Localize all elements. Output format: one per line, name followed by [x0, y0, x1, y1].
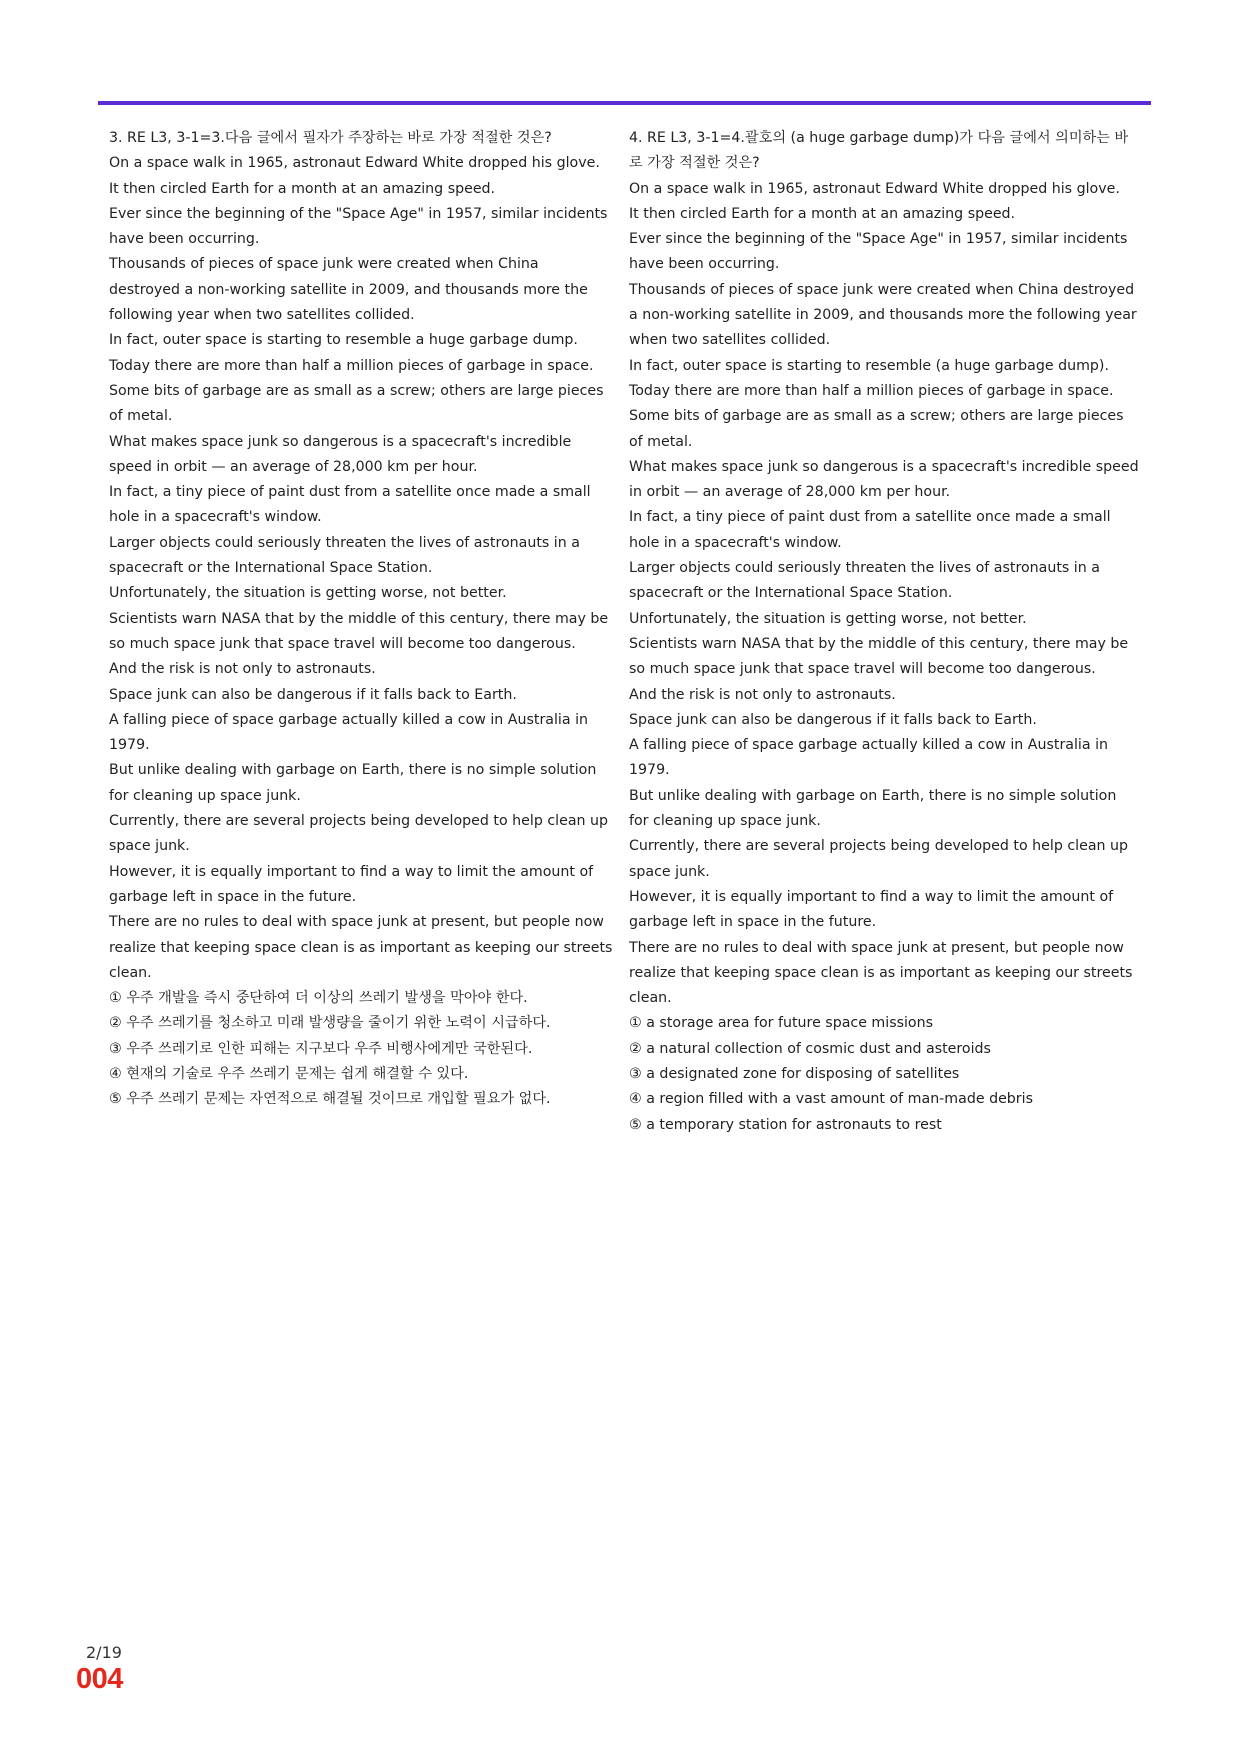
answer-option: ⑤ 우주 쓰레기 문제는 자연적으로 해결될 것이므로 개입할 필요가 없다.: [109, 1091, 551, 1108]
passage-line: Today there are more than half a million pieces of garbage in space.: [109, 357, 594, 374]
page-number: 2/19: [86, 1643, 122, 1662]
passage-line: However, it is equally important to find a way to limit the amount of garbage left in space in the future.: [109, 863, 594, 905]
passage-line: Unfortunately, the situation is getting worse, not better.: [109, 585, 507, 602]
passage-line: On a space walk in 1965, astronaut Edward White dropped his glove.: [629, 180, 1120, 197]
question-3: [109, 126, 614, 1113]
passage-line: Scientists warn NASA that by the middle of this century, there may be so much space junk that space travel will become too dangerous.: [109, 610, 609, 652]
passage-line: In fact, outer space is starting to resemble (a huge garbage dump).: [629, 357, 1109, 374]
answer-option: ③ 우주 쓰레기로 인한 피해는 지구보다 우주 비행사에게만 국한된다.: [109, 1040, 533, 1057]
answer-option: ② 우주 쓰레기를 청소하고 미래 발생량을 줄이기 위한 노력이 시급하다.: [109, 1015, 551, 1032]
passage-line: On a space walk in 1965, astronaut Edward White dropped his glove.: [109, 155, 600, 172]
question-3-passage: [109, 151, 614, 986]
passage-line: Unfortunately, the situation is getting worse, not better.: [629, 610, 1027, 627]
passage-line: A falling piece of space garbage actually killed a cow in Australia in 1979.: [109, 711, 589, 754]
page-code: 004: [76, 1663, 123, 1695]
passage-line: Currently, there are several projects being developed to help clean up space junk.: [109, 813, 609, 855]
passage-line: It then circled Earth for a month at an amazing speed.: [629, 205, 1016, 222]
passage-line: There are no rules to deal with space junk at present, but people now realize that keeping space clean is as important as keeping our streets clean.: [109, 914, 613, 981]
passage-line: Ever since the beginning of the "Space Age" in 1957, similar incidents have been occurring.: [109, 205, 608, 248]
question-4: [629, 126, 1139, 1138]
passage-line: It then circled Earth for a month at an amazing speed.: [109, 180, 496, 197]
answer-option: ④ 현재의 기술로 우주 쓰레기 문제는 쉽게 해결할 수 있다.: [109, 1065, 469, 1082]
question-3-title: 3. RE L3, 3-1=3.다음 글에서 필자가 주장하는 바로 가장 적절한 것은?: [109, 130, 552, 146]
passage-line: Ever since the beginning of the "Space Age" in 1957, similar incidents have been occurring.: [629, 231, 1128, 273]
passage-line: Larger objects could seriously threaten the lives of astronauts in a spacecraft or the International Space Station.: [629, 560, 1100, 602]
answer-option: ⑤ a temporary station for astronauts to rest: [629, 1116, 942, 1133]
passage-line: But unlike dealing with garbage on Earth, there is no simple solution for cleaning up space junk.: [629, 787, 1117, 830]
passage-line: Thousands of pieces of space junk were created when China destroyed a non-working satellite in 2009, and thousands more the following year when two satellites collided.: [629, 281, 1137, 349]
passage-line: Thousands of pieces of space junk were created when China destroyed a non-working satellite in 2009, and thousands more the following year when two satellites collided.: [109, 256, 588, 324]
question-4-options: [629, 1011, 1139, 1137]
passage-line: Space junk can also be dangerous if it falls back to Earth.: [109, 686, 517, 703]
passage-line: Some bits of garbage are as small as a screw; others are large pieces of metal.: [629, 408, 1124, 450]
passage-line: Space junk can also be dangerous if it falls back to Earth.: [629, 711, 1037, 728]
answer-option: ② a natural collection of cosmic dust and asteroids: [629, 1040, 991, 1057]
answer-option: ① 우주 개발을 즉시 중단하여 더 이상의 쓰레기 발생을 막아야 한다.: [109, 990, 528, 1007]
question-3-options: [109, 986, 614, 1112]
passage-line: But unlike dealing with garbage on Earth, there is no simple solution for cleaning up space junk.: [109, 762, 597, 804]
passage-line: And the risk is not only to astronauts.: [629, 686, 896, 703]
answer-option: ① a storage area for future space missions: [629, 1015, 933, 1032]
passage-line: What makes space junk so dangerous is a spacecraft's incredible speed in orbit — an average of 28,000 km per hour.: [629, 458, 1139, 501]
question-4-passage: [629, 177, 1139, 1012]
passage-line: A falling piece of space garbage actually killed a cow in Australia in 1979.: [629, 737, 1109, 779]
passage-line: Larger objects could seriously threaten the lives of astronauts in a spacecraft or the International Space Station.: [109, 534, 580, 577]
passage-line: What makes space junk so dangerous is a spacecraft's incredible speed in orbit — an average of 28,000 km per hour.: [109, 433, 572, 475]
passage-line: Some bits of garbage are as small as a screw; others are large pieces of metal.: [109, 382, 604, 425]
passage-line: However, it is equally important to find a way to limit the amount of garbage left in space in the future.: [629, 888, 1114, 931]
passage-line: Scientists warn NASA that by the middle of this century, there may be so much space junk that space travel will become too dangerous.: [629, 635, 1129, 678]
answer-option: ③ a designated zone for disposing of satellites: [629, 1065, 960, 1082]
question-4-title: 4. RE L3, 3-1=4.괄호의 (a huge garbage dump)가 다음 글에서 의미하는 바로 가장 적절한 것은?: [629, 130, 1129, 172]
passage-line: And the risk is not only to astronauts.: [109, 661, 376, 678]
passage-line: Currently, there are several projects being developed to help clean up space junk.: [629, 838, 1129, 880]
header-rule: [98, 101, 1151, 105]
passage-line: There are no rules to deal with space junk at present, but people now realize that keeping space clean is as important as keeping our streets clean.: [629, 939, 1133, 1007]
answer-option: ④ a region filled with a vast amount of man-made debris: [629, 1091, 1033, 1108]
passage-line: Today there are more than half a million pieces of garbage in space.: [629, 382, 1114, 399]
passage-line: In fact, a tiny piece of paint dust from a satellite once made a small hole in a spacecraft's window.: [109, 484, 591, 526]
passage-line: In fact, outer space is starting to resemble a huge garbage dump.: [109, 332, 578, 349]
passage-line: In fact, a tiny piece of paint dust from a satellite once made a small hole in a spacecraft's window.: [629, 509, 1111, 551]
